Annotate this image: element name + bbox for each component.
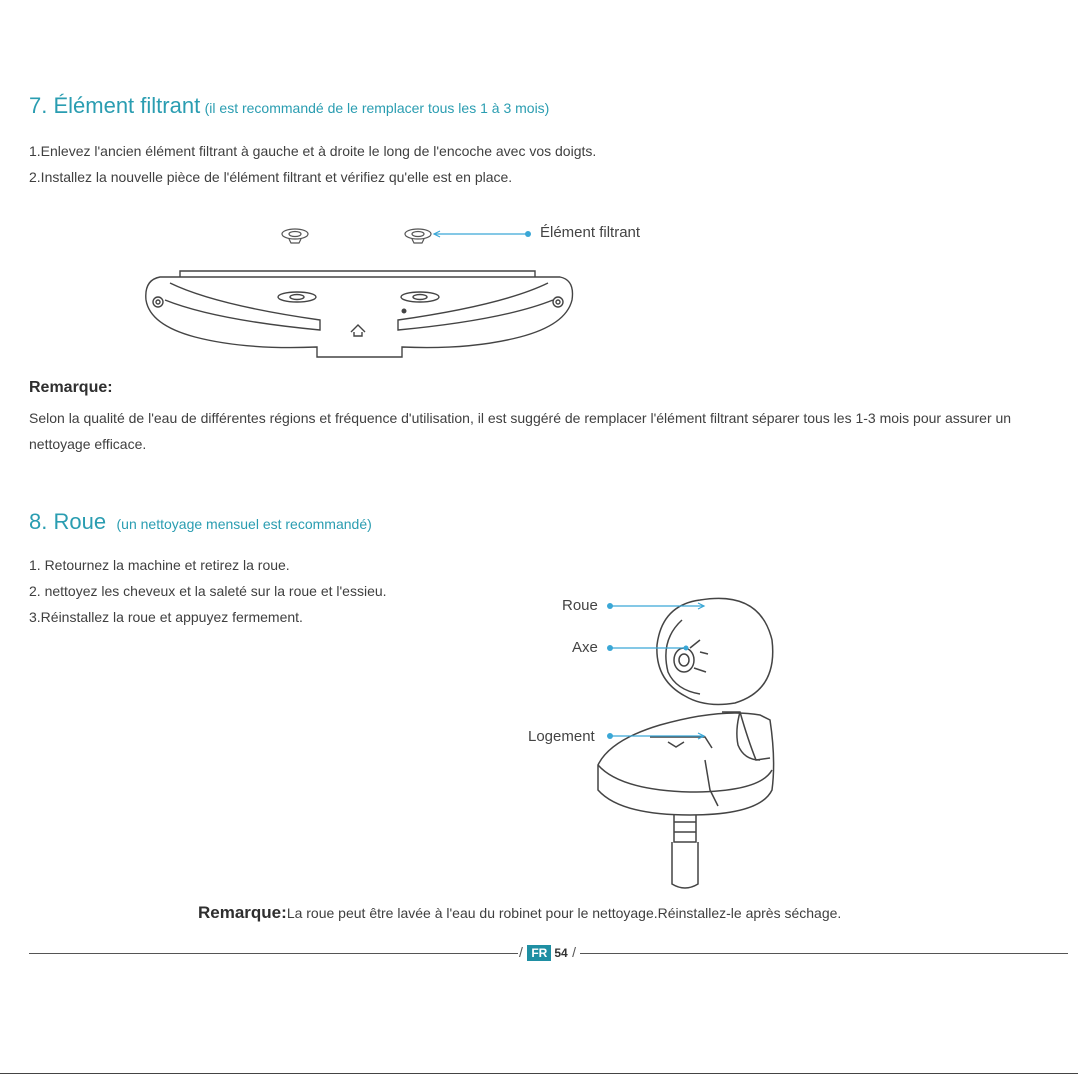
filter-element-label: Élément filtrant — [540, 224, 641, 241]
section-7-note-title: Remarque: — [29, 379, 113, 396]
section-8-note — [198, 903, 841, 923]
footer-rule-right — [580, 953, 1068, 954]
section-7-step-1: 1.Enlevez l'ancien élément filtrant à gauche et à droite le long de l'encoche avec vos doigts. — [29, 143, 597, 159]
wheel-drawing — [657, 598, 773, 704]
section-8-step-3: 3.Réinstallez la roue et appuyez fermement. — [29, 609, 303, 625]
language-badge: FR — [527, 945, 551, 961]
axle-label: Axe — [572, 639, 598, 656]
housing-label: Logement — [528, 728, 595, 745]
wheel-housing-drawing — [598, 712, 774, 888]
section-8-step-2: 2. nettoyez les cheveux et la saleté sur la roue et l'essieu. — [29, 583, 387, 599]
page-number: 54 — [554, 946, 568, 960]
section-8-title: 8. Roue — [29, 509, 107, 534]
bottom-edge-rule — [0, 1073, 1078, 1074]
section-8-note-title: Remarque: — [198, 903, 287, 922]
wheel-label: Roue — [562, 597, 598, 614]
section-7-title: 7. Élément filtrant — [29, 93, 201, 118]
section-8-note-text: La roue peut être lavée à l'eau du robinet pour le nettoyage.Réinstallez-le après séchage. — [286, 905, 842, 921]
footer-page-marker: / FR 54 / — [519, 944, 577, 960]
section-7-subtitle: (il est recommandé de le remplacer tous les 1 à 3 mois) — [204, 100, 550, 116]
axle-drawing — [674, 640, 708, 672]
section-8-step-1: 1. Retournez la machine et retirez la roue. — [29, 557, 290, 573]
section-8-subtitle: (un nettoyage mensuel est recommandé) — [116, 516, 372, 532]
footer-rule-left — [29, 953, 518, 954]
section-7-note-text: Selon la qualité de l'eau de différentes régions et fréquence d'utilisation, il est suggéré de remplacer l'élément filtrant séparer tous les 1-3 mois pour assurer un nettoyage efficace. — [29, 410, 1012, 452]
section-7-step-2: 2.Installez la nouvelle pièce de l'élément filtrant et vérifiez qu'elle est en place. — [29, 169, 513, 185]
